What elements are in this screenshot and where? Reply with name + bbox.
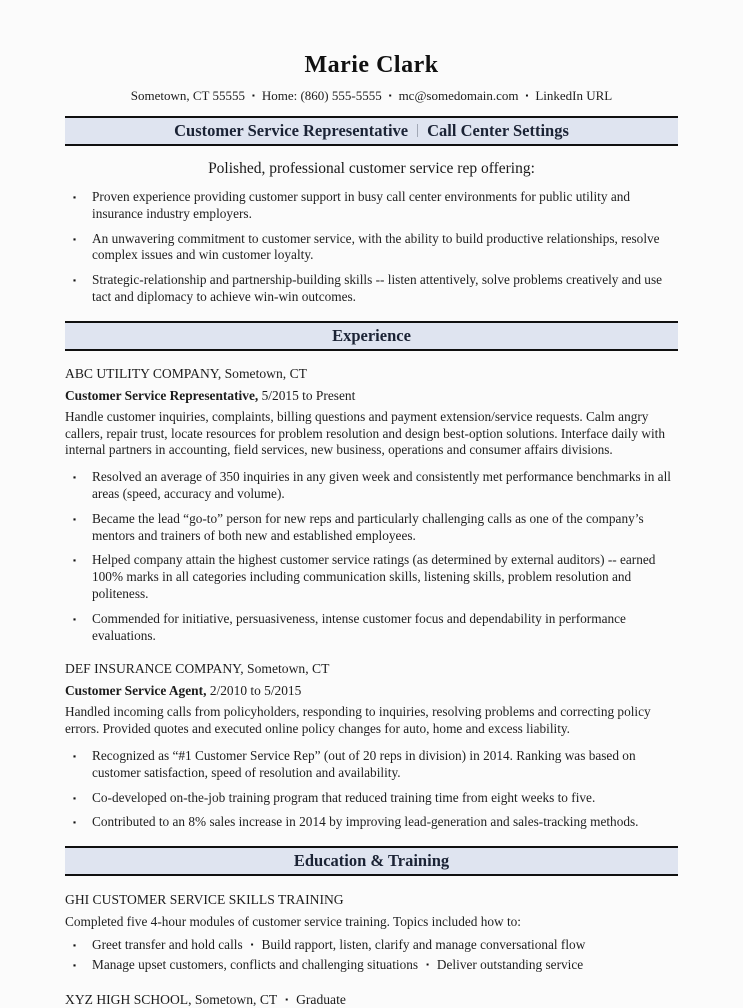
list-item (65, 957, 678, 974)
square-separator-icon: ▪ (252, 91, 255, 100)
job-entry (65, 366, 678, 645)
square-separator-icon: ▪ (250, 940, 254, 950)
summary-heading: Polished, professional customer service rep offering: (208, 160, 535, 177)
section-header-experience (65, 321, 678, 351)
summary-bullet-text: Proven experience providing customer support in busy call center environments for public utility and insurance industry employers. (92, 189, 631, 221)
training-topic: Manage upset customers, conflicts and challenging situations (92, 956, 419, 972)
job-bullet-text: Commended for initiative, persuasiveness, intense customer focus and dependability in performance evaluations. (92, 610, 626, 643)
square-separator-icon: ▪ (426, 959, 429, 969)
company-line: ABC UTILITY COMPANY, Sometown, CT (65, 365, 307, 381)
job-bullet-list (65, 469, 678, 644)
summary-bullet-list (65, 189, 678, 306)
list-item (65, 272, 678, 306)
title-bar-right: Call Center Settings (427, 121, 569, 140)
job-bullet-text: Became the lead “go-to” person for new reps and particularly challenging calls as one of the company’s mentors and trainers of both new and established employees. (92, 510, 644, 543)
section-title: Experience (332, 325, 411, 345)
role-line (65, 683, 678, 699)
list-item (65, 937, 678, 954)
bullet-square-icon: ▪ (73, 513, 77, 524)
school-name: XYZ HIGH SCHOOL, Sometown, CT (65, 991, 278, 1007)
training-title: GHI CUSTOMER SERVICE SKILLS TRAINING (65, 892, 344, 908)
job-bullet-text: Helped company attain the highest customer service ratings (as determined by external auditors) -- earned 100% marks in all categories including communication skills, listening skills, problem resolution and politeness. (92, 552, 656, 601)
bullet-square-icon: ▪ (73, 613, 77, 624)
summary-bullet-text: Strategic-relationship and partnership-building skills -- listen attentively, solve problems creatively and use tact and diplomacy to achieve win-win outcomes. (92, 272, 663, 304)
job-bullet-list (65, 748, 678, 831)
bullet-square-icon: ▪ (73, 940, 77, 951)
contact-linkedin: LinkedIn URL (535, 88, 613, 103)
bullet-square-icon: ▪ (73, 750, 77, 761)
job-bullet-text: Recognized as “#1 Customer Service Rep” (out of 20 reps in division) in 2014. Ranking was based on customer satisfaction, speed of resolution and availability. (92, 747, 636, 780)
bullet-square-icon: ▪ (73, 555, 77, 566)
title-bar-left: Customer Service Representative (174, 121, 409, 140)
contact-phone: Home: (860) 555-5555 (261, 88, 382, 103)
section-title: Education & Training (293, 851, 450, 871)
training-bullet-text (92, 957, 678, 974)
bullet-square-icon: ▪ (73, 192, 77, 202)
training-bullet-list (65, 937, 678, 974)
square-separator-icon: ▪ (285, 994, 289, 1004)
summary-bullet-text: An unwavering commitment to customer service, with the ability to build productive relationships, resolve complex issues and win customer loyalty. (92, 230, 660, 263)
company-line: DEF INSURANCE COMPANY, Sometown, CT (65, 661, 330, 677)
list-item (65, 511, 678, 545)
list-item (65, 469, 678, 503)
list-item (65, 552, 678, 602)
bullet-square-icon: ▪ (73, 817, 77, 828)
contact-location: Sometown, CT 55555 (130, 88, 245, 103)
training-topic: Build rapport, listen, clarify and manage conversational flow (261, 937, 586, 953)
school-line (65, 992, 678, 1008)
training-description: Completed five 4-hour modules of customer service training. Topics included how to: (65, 914, 521, 930)
job-dates: 2/2010 to 5/2015 (209, 683, 302, 699)
list-item (65, 814, 678, 831)
bullet-square-icon: ▪ (73, 959, 77, 970)
job-entry (65, 661, 678, 831)
section-header-education (65, 846, 678, 876)
list-item (65, 189, 678, 223)
square-separator-icon: ▪ (525, 91, 529, 100)
role-line (65, 388, 678, 404)
list-item (65, 231, 678, 265)
bullet-square-icon: ▪ (73, 792, 77, 803)
contact-line (65, 88, 678, 104)
job-description: Handle customer inquiries, complaints, billing questions and payment extension/service requests. Calm angry callers, repair trust, locate resources for problem resolution and design best-option solutions. Interface daily with internal partners in accounting, field services, new business, operations and consumer affairs divisions. (65, 408, 666, 458)
bullet-square-icon: ▪ (73, 275, 77, 286)
training-topic: Greet transfer and hold calls (92, 937, 243, 953)
job-role: Customer Service Representative, (65, 387, 259, 403)
training-topic: Deliver outstanding service (436, 956, 584, 972)
job-bullet-text: Contributed to an 8% sales increase in 2014 by improving lead-generation and sales-tracking methods. (92, 814, 639, 830)
bullet-square-icon: ▪ (73, 472, 77, 483)
square-separator-icon: ▪ (388, 91, 392, 100)
job-bullet-text: Resolved an average of 350 inquiries in any given week and consistently met performance benchmarks in all areas (speed, accuracy and volume). (92, 469, 671, 501)
page-title: Marie Clark (304, 52, 439, 78)
list-item (65, 748, 678, 782)
title-bar (65, 116, 678, 146)
training-bullet-text (92, 937, 678, 954)
title-bar-divider: | (416, 121, 420, 138)
list-item (65, 790, 678, 807)
school-status: Graduate (296, 991, 346, 1007)
bullet-square-icon: ▪ (73, 233, 77, 244)
list-item (65, 611, 678, 645)
job-description: Handled incoming calls from policyholders, responding to inquiries, resolving problems and correcting policy errors. Provided quotes and executed online policy changes for auto, home and excess liability. (65, 704, 651, 737)
job-bullet-text: Co-developed on-the-job training program that reduced training time from eight weeks to five. (92, 789, 596, 805)
job-role: Customer Service Agent, (65, 683, 207, 699)
contact-email: mc@somedomain.com (398, 88, 519, 103)
job-dates: 5/2015 to Present (261, 387, 356, 403)
